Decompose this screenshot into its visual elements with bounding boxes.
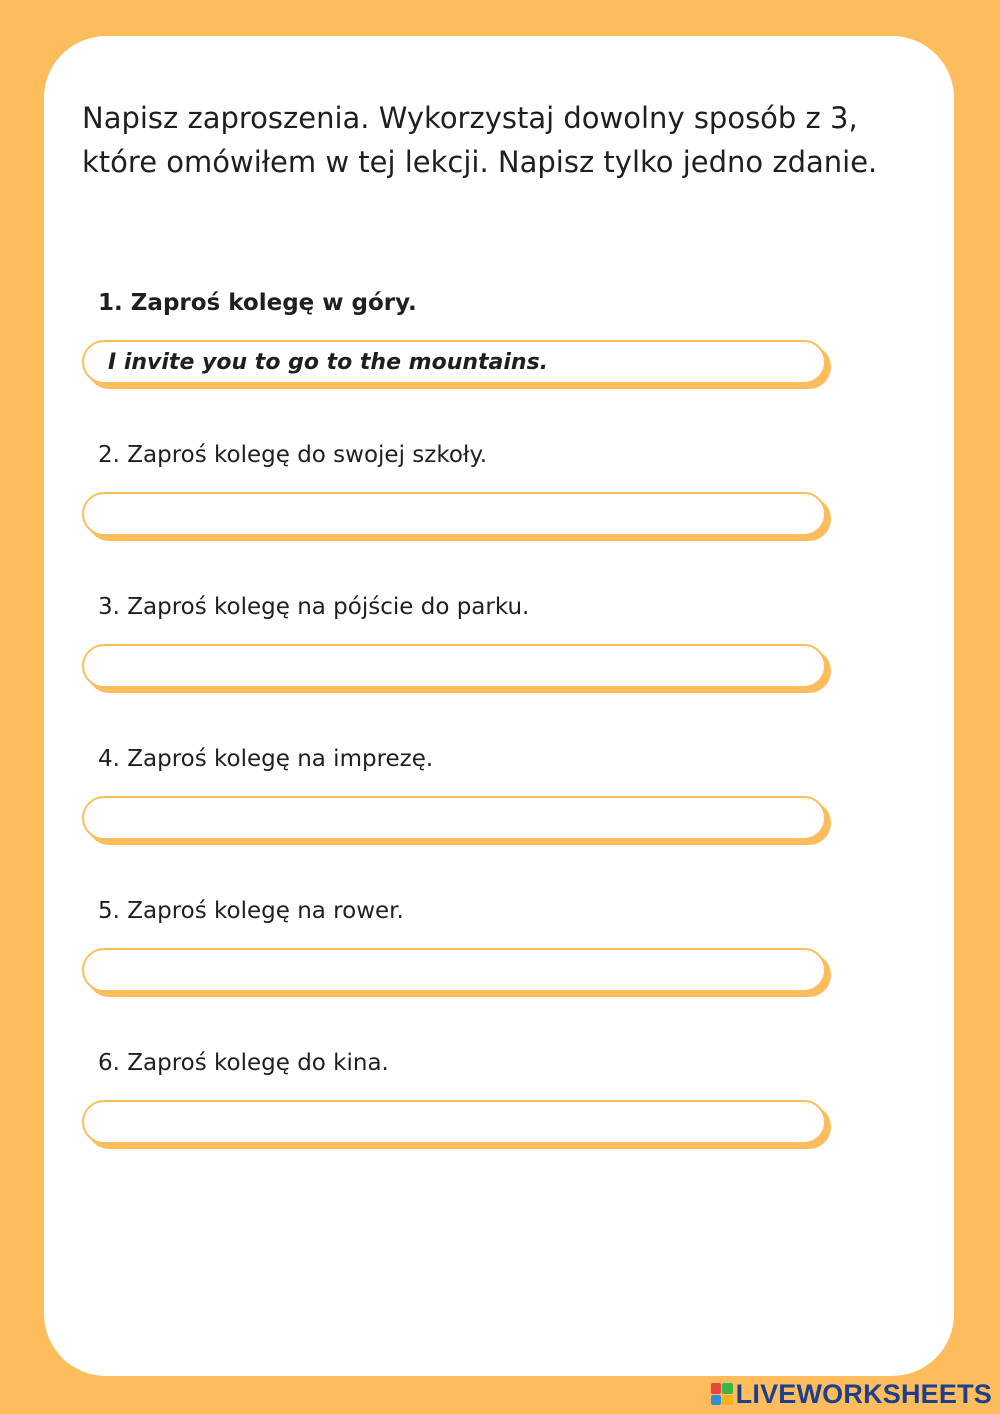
liveworksheets-logo-icon	[711, 1383, 733, 1405]
task-5-answer-input[interactable]	[82, 948, 826, 992]
task-3-answer-input[interactable]	[82, 644, 826, 688]
task-6-prompt: 6. Zaproś kolegę do kina.	[98, 1050, 389, 1076]
task-4-answer-input[interactable]	[82, 796, 826, 840]
instructions-text: Napisz zaproszenia. Wykorzystaj dowolny sposób z 3, które omówiłem w tej lekcji. Napisz tylko jedno zdanie.	[82, 101, 878, 179]
liveworksheets-brand	[711, 1380, 992, 1408]
task-3-prompt: 3. Zaproś kolegę na pójście do parku.	[98, 594, 530, 620]
task-1-answer-input[interactable]	[82, 340, 826, 384]
worksheet-card	[44, 36, 954, 1376]
task-6-answer-input[interactable]	[82, 1100, 826, 1144]
task-2-answer-input[interactable]	[82, 492, 826, 536]
task-5-prompt: 5. Zaproś kolegę na rower.	[98, 898, 404, 924]
task-1-prompt: 1. Zaproś kolegę w góry.	[98, 290, 417, 316]
task-4-prompt: 4. Zaproś kolegę na imprezę.	[98, 746, 434, 772]
task-2-prompt: 2. Zaproś kolegę do swojej szkoły.	[98, 442, 488, 468]
liveworksheets-wordmark: LIVEWORKSHEETS	[735, 1379, 992, 1409]
